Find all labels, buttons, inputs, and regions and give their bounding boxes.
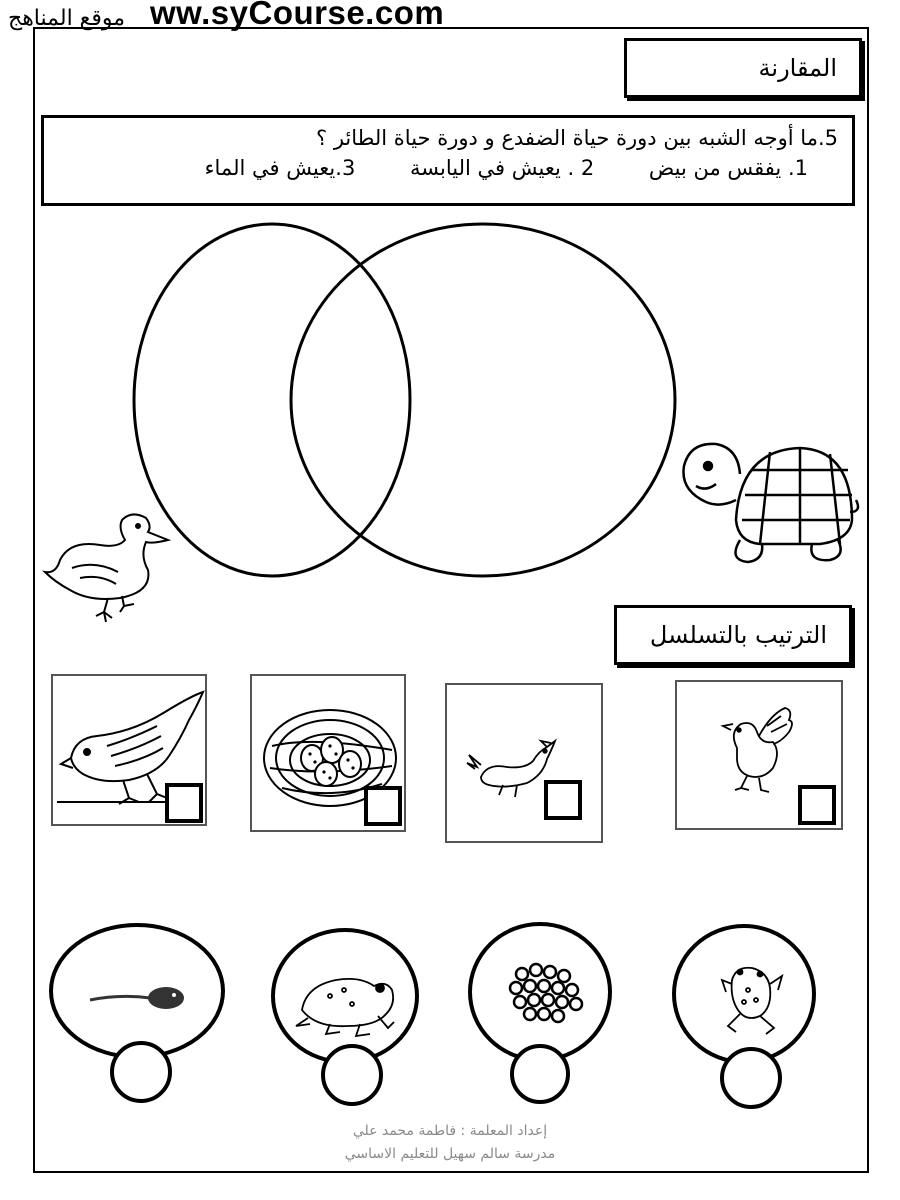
venn-left-circle[interactable] <box>134 224 410 576</box>
turtle-icon <box>683 444 858 562</box>
frog-circle-3[interactable] <box>470 924 610 1102</box>
card-adult-bird[interactable] <box>51 674 207 826</box>
answer-box-4[interactable] <box>798 785 836 825</box>
question-text: 5.ما أوجه الشبه بين دورة حياة الضفدع و دورة حياة الطائر ؟ <box>316 126 838 150</box>
hatchling-icon <box>447 685 605 845</box>
footer-school: مدرسة سالم سهيل للتعليم الاساسي <box>344 1146 556 1162</box>
footer-teacher: إعداد المعلمة : فاطمة محمد علي <box>352 1123 548 1139</box>
comparison-heading-text: المقارنة <box>758 54 837 82</box>
adult-frog-icon <box>296 979 394 1036</box>
frog-circle-2[interactable] <box>273 930 417 1104</box>
option-3: 3.يعيش في الماء <box>204 156 356 180</box>
site-name: موقع المناهج <box>8 6 126 31</box>
card-nest-eggs[interactable] <box>250 674 406 832</box>
frog-circle-1[interactable] <box>51 925 223 1101</box>
answer-box-2[interactable] <box>364 786 402 826</box>
answer-circle-1[interactable] <box>112 1043 170 1101</box>
answer-box-1[interactable] <box>165 783 203 823</box>
frog-circle-4[interactable] <box>674 926 814 1107</box>
card-young-bird[interactable] <box>675 680 843 830</box>
sequence-heading <box>614 605 852 665</box>
answer-circle-2[interactable] <box>323 1046 381 1104</box>
footer <box>300 1120 600 1166</box>
option-2: 2 . يعيش في اليابسة <box>410 156 595 180</box>
duck-icon <box>45 514 168 622</box>
frog-eggs-icon <box>510 964 582 1022</box>
answer-circle-3[interactable] <box>512 1046 568 1102</box>
tadpole-icon <box>90 987 184 1009</box>
card-hatchling[interactable] <box>445 683 603 843</box>
froglet-icon <box>722 968 782 1034</box>
venn-right-circle[interactable] <box>291 224 675 576</box>
sequence-heading-text: الترتيب بالتسلسل <box>649 621 827 649</box>
answer-box-3[interactable] <box>544 780 582 820</box>
site-url[interactable]: ww.syCourse.com <box>150 0 445 31</box>
option-1: 1. يفقس من بيض <box>648 156 808 180</box>
frog-cycle-row <box>0 900 900 1140</box>
answer-circle-4[interactable] <box>722 1049 780 1107</box>
